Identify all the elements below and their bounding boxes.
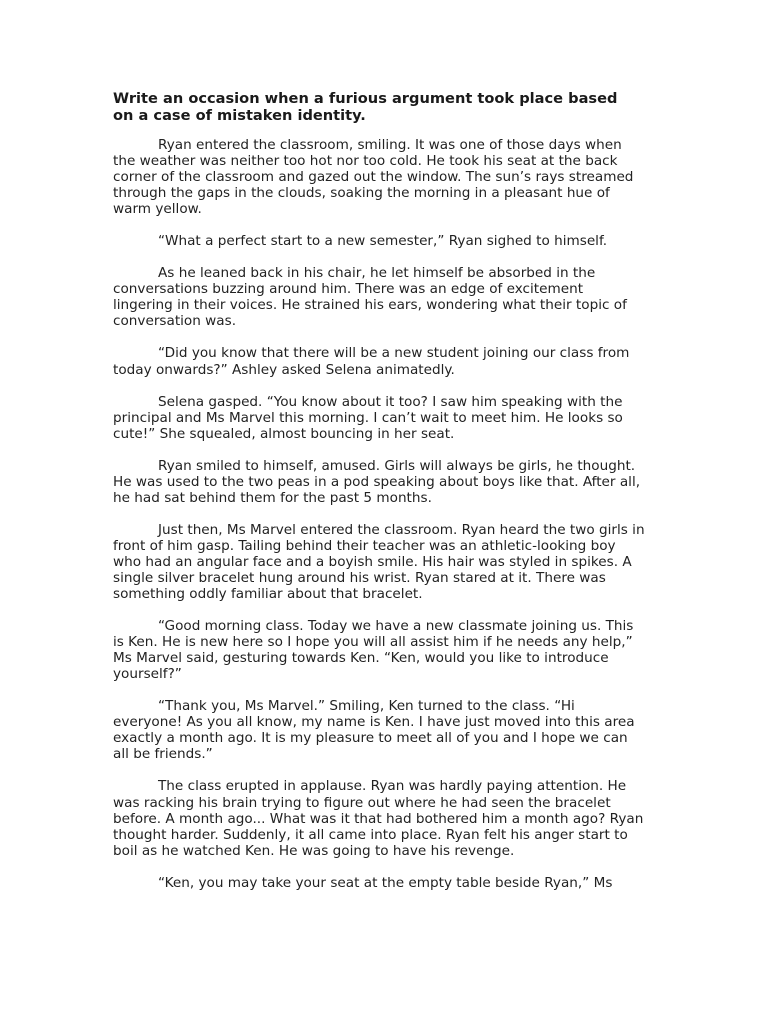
- paragraph-line: “What a perfect start to a new semester,” Ryan sighed to himself.: [158, 233, 608, 250]
- paragraph-line: “Thank you, Ms Marvel.” Smiling, Ken turned to the class. “Hi: [158, 698, 575, 715]
- paragraph-line: before. A month ago... What was it that had bothered him a month ago? Ryan: [113, 810, 644, 827]
- paragraph-line: corner of the classroom and gazed out the window. The sun’s rays streamed: [113, 169, 634, 186]
- paragraph: [113, 698, 661, 762]
- paragraph: [113, 522, 661, 602]
- paragraph-line: through the gaps in the clouds, soaking the morning in a pleasant hue of: [113, 185, 610, 202]
- paragraph-line: warm yellow.: [113, 201, 202, 218]
- paragraph-line: cute!” She squealed, almost bouncing in her seat.: [113, 425, 455, 442]
- paragraph-line: today onwards?” Ashley asked Selena animatedly.: [113, 361, 455, 378]
- paragraph-line: he had sat behind them for the past 5 months.: [113, 489, 432, 506]
- paragraph: [113, 233, 661, 249]
- paragraph-line: Selena gasped. “You know about it too? I saw him speaking with the: [158, 393, 623, 410]
- paragraph-line: “Did you know that there will be a new student joining our class from: [158, 345, 630, 362]
- paragraph-line: the weather was neither too hot nor too cold. He took his seat at the back: [113, 153, 618, 170]
- paragraph-line: exactly a month ago. It is my pleasure to meet all of you and I hope we can: [113, 730, 628, 747]
- paragraph-line: who had an angular face and a boyish smile. His hair was styled in spikes. A: [113, 553, 632, 570]
- paragraph-line: conversation was.: [113, 313, 237, 330]
- paragraph-line: boil as he watched Ken. He was going to have his revenge.: [113, 842, 515, 859]
- essay-body: [113, 91, 661, 907]
- paragraph-line: “Good morning class. Today we have a new classmate joining us. This: [158, 618, 634, 635]
- paragraph-line: Ms Marvel said, gesturing towards Ken. “Ken, would you like to introduce: [113, 650, 609, 667]
- title-line: on a case of mistaken identity.: [113, 106, 366, 124]
- paragraph-line: He was used to the two peas in a pod speaking about boys like that. After all,: [113, 473, 641, 490]
- paragraph-line: Ryan entered the classroom, smiling. It was one of those days when: [158, 137, 622, 153]
- title-line: Write an occasion when a furious argument took place based: [113, 90, 618, 107]
- paragraph-line: was racking his brain trying to figure out where he had seen the bracelet: [113, 794, 611, 811]
- paragraph-line: everyone! As you all know, my name is Ken. I have just moved into this area: [113, 714, 635, 731]
- paragraph-line: single silver bracelet hung around his wrist. Ryan stared at it. There was: [113, 569, 606, 586]
- paragraph-line: is Ken. He is new here so I hope you will all assist him if he needs any help,”: [113, 634, 633, 651]
- paragraph-line: As he leaned back in his chair, he let himself be absorbed in the: [158, 265, 596, 282]
- paragraph: [113, 458, 661, 506]
- paragraph-line: “Ken, you may take your seat at the empty table beside Ryan,” Ms: [158, 874, 613, 891]
- paragraph: [113, 778, 661, 858]
- paragraph-line: front of him gasp. Tailing behind their teacher was an athletic-looking boy: [113, 537, 616, 554]
- paragraph-line: Ryan smiled to himself, amused. Girls will always be girls, he thought.: [158, 457, 636, 474]
- paragraph-line: lingering in their voices. He strained his ears, wondering what their topic of: [113, 297, 627, 314]
- paragraph: [113, 618, 661, 682]
- paragraph: [113, 875, 661, 891]
- paragraph: [113, 345, 661, 377]
- paragraph-line: something oddly familiar about that bracelet.: [113, 586, 423, 603]
- paragraph-line: The class erupted in applause. Ryan was hardly paying attention. He: [158, 778, 627, 795]
- paragraph-line: conversations buzzing around him. There was an edge of excitement: [113, 281, 584, 298]
- paragraph-line: principal and Ms Marvel this morning. I can’t wait to meet him. He looks so: [113, 409, 623, 426]
- paragraph: [113, 265, 661, 329]
- paragraph-line: thought harder. Suddenly, it all came into place. Ryan felt his anger start to: [113, 826, 628, 843]
- paragraph: [113, 137, 661, 217]
- paragraph-line: yourself?”: [113, 666, 182, 683]
- paragraph-line: Just then, Ms Marvel entered the classroom. Ryan heard the two girls in: [158, 521, 645, 538]
- paragraph: [113, 394, 661, 442]
- essay-title: [113, 91, 661, 124]
- paragraph-line: all be friends.”: [113, 746, 213, 763]
